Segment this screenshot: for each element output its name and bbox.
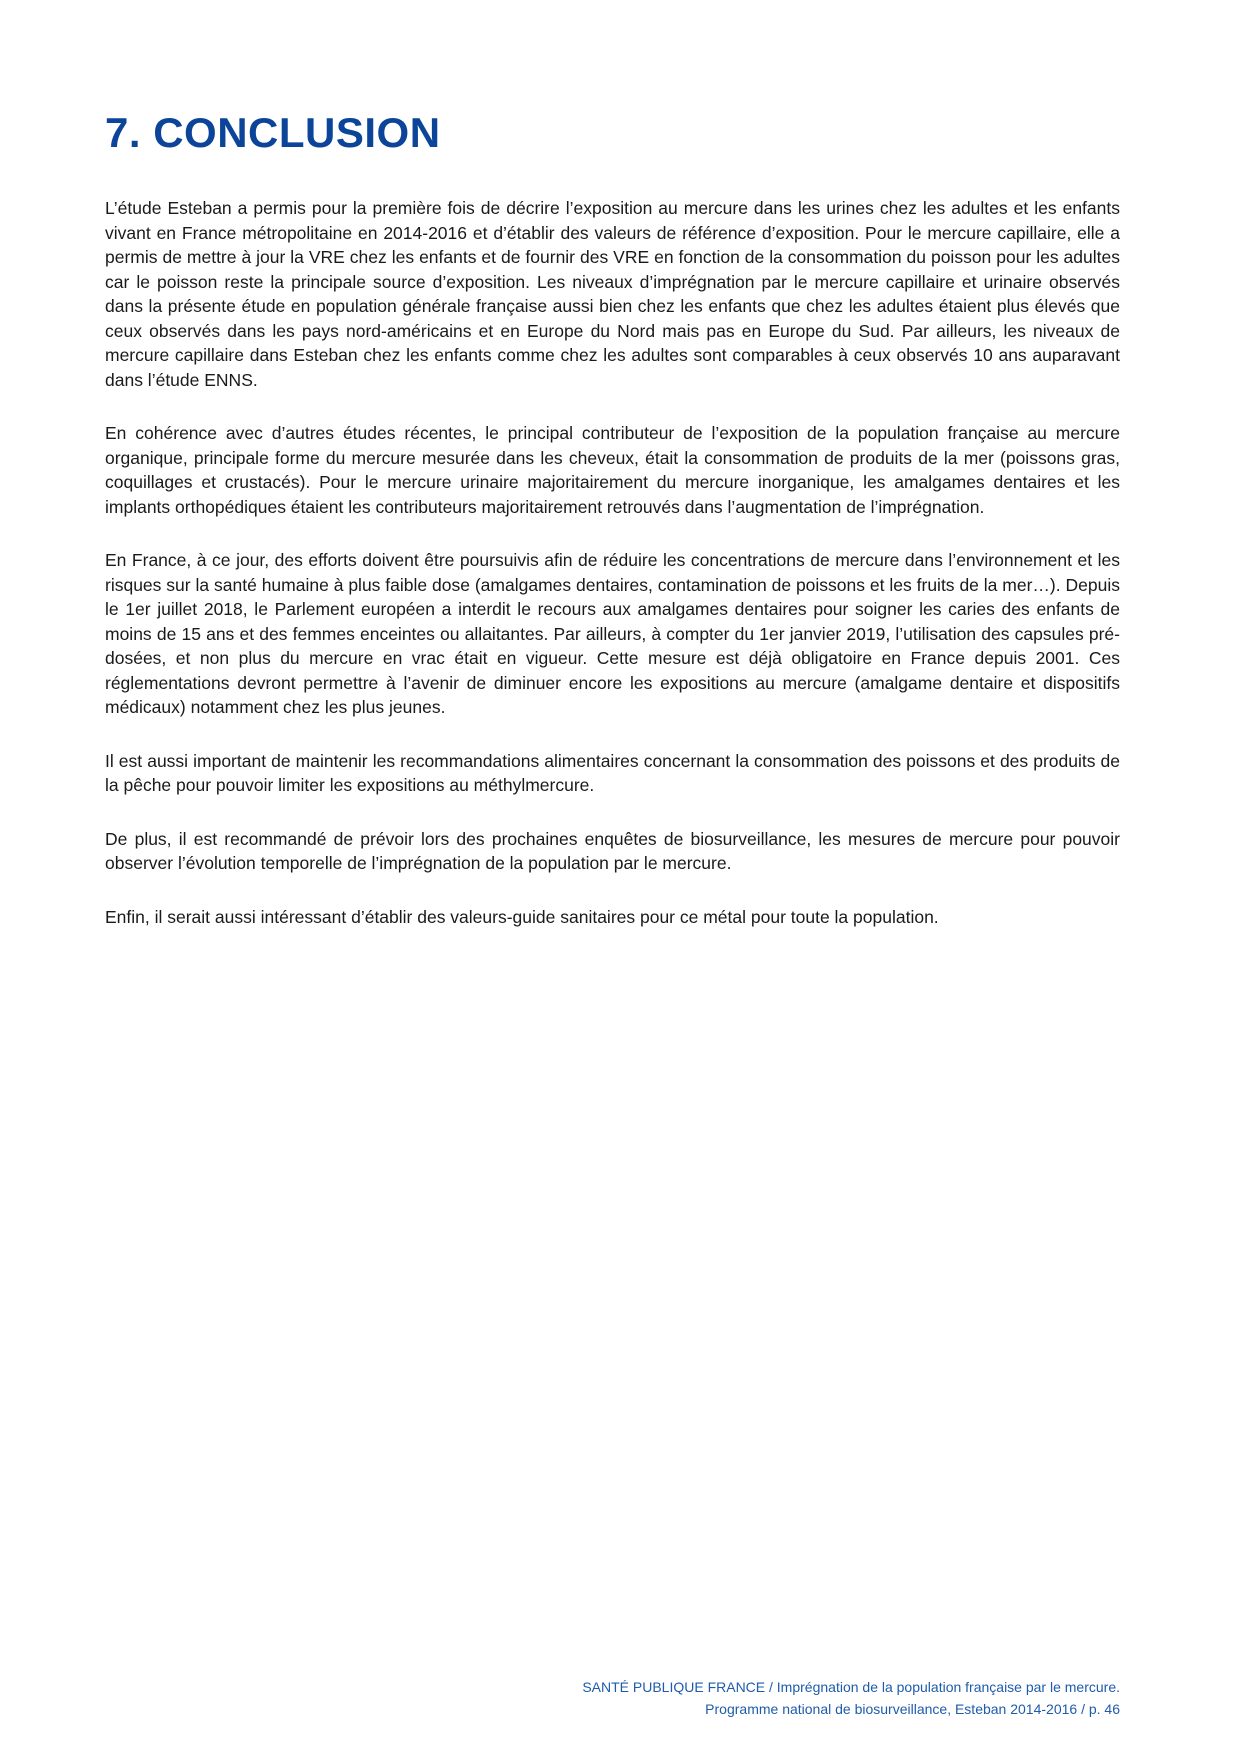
page-footer (220, 1676, 1120, 1720)
body-paragraph-5: De plus, il est recommandé de prévoir lors des prochaines enquêtes de biosurveillance, les mesures de mercure pour pouvoir observer l’évolution temporelle de l’imprégnation de la population par le mercure. (105, 828, 1120, 873)
body-paragraph-3: En France, à ce jour, des efforts doivent être poursuivis afin de réduire les concentrations de mercure dans l’environnement et les risques sur la santé humaine à plus faible dose (amalgames dentaires, contamination de poissons et les fruits de la mer…). Depuis le 1er juillet 2018, le Parlement européen a interdit le recours aux amalgames dentaires pour soigner les caries des enfants de moins de 15 ans et des femmes enceintes ou allaitantes. Par ailleurs, à compter du 1er janvier 2019, l’utilisation des capsules pré-dosées, et non plus du mercure en vrac était en vigueur. Cette mesure est déjà obligatoire en France depuis 2001. Ces réglementations devront permettre à l’avenir de diminuer encore les expositions au mercure (amalgame dentaire et dispositifs médicaux) notamment chez les plus jeunes. (105, 550, 1120, 717)
body-paragraph-2: En cohérence avec d’autres études récentes, le principal contributeur de l’exposition de la population française au mercure organique, principale forme du mercure mesurée dans les cheveux, était la consommation de produits de la mer (poissons gras, coquillages et crustacés). Pour le mercure urinaire majoritairement du mercure inorganique, les amalgames dentaires et les implants orthopédiques étaient les contributeurs majoritairement retrouvés dans l’augmentation de l’imprégnation. (105, 423, 1120, 517)
footer-line-1: SANTÉ PUBLIQUE FRANCE / Imprégnation de la population française par le mercure. (582, 1679, 1120, 1695)
body-paragraph-1: L’étude Esteban a permis pour la première fois de décrire l’exposition au mercure dans les urines chez les adultes et les enfants vivant en France métropolitaine en 2014-2016 et d’établir des valeurs de référence d’exposition. Pour le mercure capillaire, elle a permis de mettre à jour la VRE chez les enfants et de fournir des VRE en fonction de la consommation du poisson pour les adultes car le poisson reste la principale source d’exposition. Les niveaux d’imprégnation par le mercure capillaire et urinaire observés dans la présente étude en population générale française aussi bien chez les enfants que chez les adultes étaient plus élevés que ceux observés dans les pays nord-américains et en Europe du Nord mais pas en Europe du Sud. Par ailleurs, les niveaux de mercure capillaire dans Esteban chez les enfants comme chez les adultes sont comparables à ceux observés 10 ans auparavant dans l’étude ENNS. (105, 198, 1120, 390)
body-text-block (105, 196, 1120, 958)
page-title: 7. CONCLUSION (105, 109, 441, 156)
footer-line-2: Programme national de biosurveillance, Esteban 2014-2016 / p. 46 (705, 1701, 1120, 1717)
body-paragraph-4: Il est aussi important de maintenir les recommandations alimentaires concernant la consommation des poissons et des produits de la pêche pour pouvoir limiter les expositions au méthylmercure. (105, 750, 1120, 795)
body-paragraph-6: Enfin, il serait aussi intéressant d’établir des valeurs-guide sanitaires pour ce métal pour toute la population. (105, 906, 939, 927)
